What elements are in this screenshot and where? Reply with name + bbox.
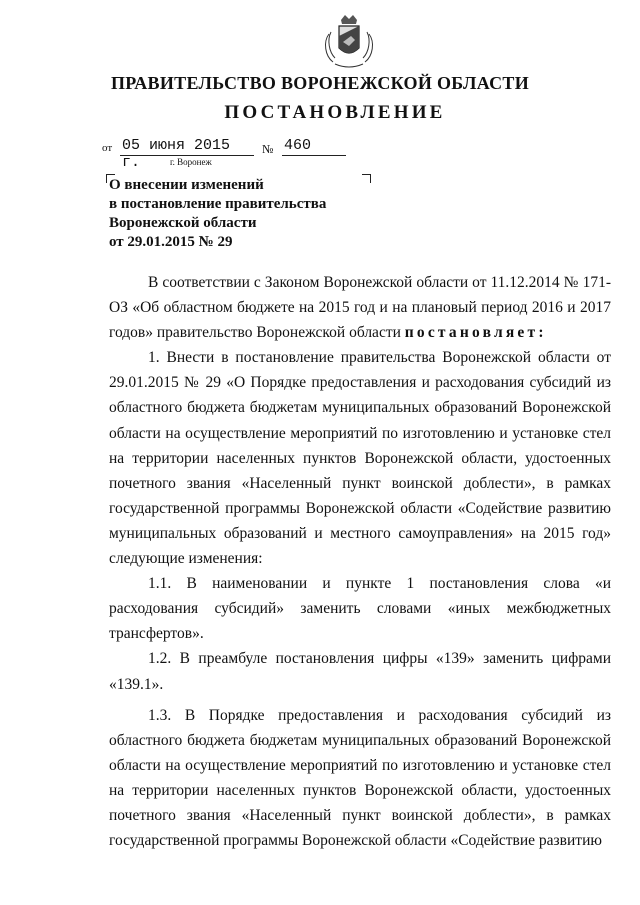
subject-line: от 29.01.2015 № 29 <box>109 234 233 250</box>
paragraph-1-2: 1.2. В преамбуле постановления цифры «139» заменить цифрами «139.1». <box>109 650 611 693</box>
date-label: от <box>102 142 113 154</box>
subject-line: О внесении изменений <box>109 177 264 193</box>
paragraph-1-3: 1.3. В Порядке предоставления и расходования субсидий из областного бюджета бюджетам муниципальных образований Воронежской области на осуществление мероприятий по изготовлению и установке стел на территории населенных пунктов Воронежской области, удостоенных почетного звания «Населенный пункт воинской доблести», в рамках государственной программы Воронежской области «Содействие развитию <box>109 706 611 850</box>
number-label: № <box>262 142 274 156</box>
paragraph-1-1: 1.1. В наименовании и пункте 1 постановления слова «и расходования субсидий» заменить словами «иных межбюджетных трансфертов». <box>109 575 611 643</box>
document-number: 460 <box>282 137 346 156</box>
city: г. Воронеж <box>170 157 212 167</box>
resolves-word: постановляет: <box>404 324 547 342</box>
subject-line: в постановление правительства <box>109 196 327 212</box>
preamble-text: В соответствии с Законом Воронежской области от 11.12.2014 № 171-ОЗ «Об областном бюджете на 2015 год и на плановый период 2016 и 2017 годов» правительство Воронежской области <box>109 274 611 342</box>
subject-line: Воронежской области <box>109 215 257 231</box>
document-type: ПОСТАНОВЛЕНИЕ <box>224 102 446 123</box>
document-subject <box>109 176 326 252</box>
government-title: ПРАВИТЕЛЬСТВО ВОРОНЕЖСКОЙ ОБЛАСТИ <box>110 73 530 93</box>
document-body <box>109 270 611 853</box>
document-date: 05 июня 2015 г. <box>120 137 254 156</box>
paragraph-preamble <box>109 270 611 345</box>
paragraph-1: 1. Внести в постановление правительства Воронежской области от 29.01.2015 № 29 «О Порядке предоставления и расходования субсидий из областного бюджета бюджетам муниципальных образований Воронежской области на осуществление мероприятий по изготовлению и установке стел на территории населенных пунктов Воронежской области, удостоенных почетного звания «Населенный пункт воинской доблести», в рамках государственной программы Воронежской области «Содействие развитию муниципальных образований и местного самоуправления» на 2015 год» следующие изменения: <box>109 349 611 568</box>
subject-bracket-right <box>362 174 371 183</box>
voronezh-coat-of-arms-icon <box>321 12 377 72</box>
